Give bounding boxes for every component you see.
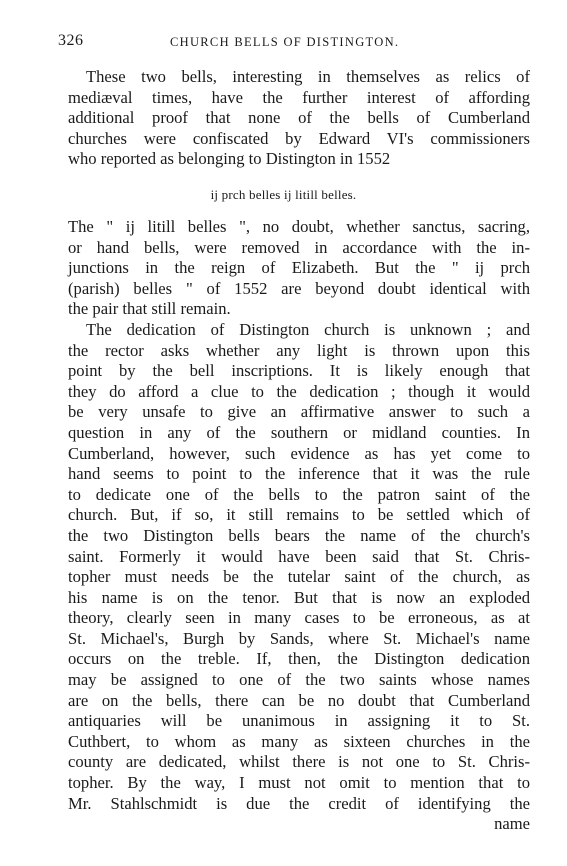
text-line: The " ij litill belles ", no doubt, whether sanctus, sacring, (68, 217, 530, 236)
text-line: hand seems to point to the inference that it was the rule (68, 464, 530, 484)
text-line: the two Distington bells bears the name of the church's (68, 525, 530, 545)
text-line: his name is on the tenor. But that is now an exploded (68, 587, 530, 607)
catchword: name (494, 814, 530, 834)
text-line: county are dedicated, whilst there is not one to St. Chris- (68, 752, 530, 772)
text-line: occurs on the treble. If, then, the Distington dedication (68, 649, 530, 669)
running-head: CHURCH BELLS OF DISTINGTON. (170, 35, 400, 49)
text-line: topher must needs be the tutelar saint of the church, as (68, 567, 530, 587)
text-line: saint. Formerly it would have been said that St. Chris- (68, 546, 530, 566)
text-line: or hand bells, were removed in accordance with the in- (68, 237, 530, 257)
text-line: the pair that still remain. (68, 299, 231, 319)
text-line: The dedication of Distington church is unknown ; and (86, 319, 530, 339)
text-line: These two bells, interesting in themselves as relics of (86, 67, 530, 86)
text-line: question in any of the southern or midland counties. In (68, 422, 530, 442)
text-line: the rector asks whether any light is thrown upon this (68, 340, 530, 360)
quotation: ij prch belles ij litill belles. (210, 187, 357, 202)
text-line: topher. By the way, I must not omit to mention that to (68, 773, 530, 793)
text-line: mediæval times, have the further interest of affording (68, 87, 530, 107)
text-line: antiquaries will be unanimous in assigning it to St. (68, 711, 530, 731)
text-line: Cumberland, however, such evidence as has yet come to (68, 443, 530, 463)
text-line: are on the bells, there can be no doubt that Cumberland (68, 690, 530, 710)
text-line: they do afford a clue to the dedication ; though it would (68, 381, 530, 401)
text-line: church. But, if so, it still remains to be settled which of (68, 505, 530, 525)
text-line: additional proof that none of the bells of Cumberland (68, 108, 530, 128)
text-line: St. Michael's, Burgh by Sands, where St. Michael's name (68, 628, 530, 648)
text-line: be very unsafe to give an affirmative answer to such a (68, 402, 530, 422)
page-header (58, 32, 536, 52)
text-line: Mr. Stahlschmidt is due the credit of identifying the (68, 793, 530, 813)
text-line: to dedicate one of the bells to the patron saint of the (68, 484, 530, 504)
text-line: may be assigned to one of the two saints whose names (68, 670, 530, 690)
paragraph-2 (68, 217, 530, 320)
text-line: Cuthbert, to whom as many as sixteen churches in the (68, 731, 530, 751)
text-line: who reported as belonging to Distington in 1552 (68, 149, 391, 169)
text-line: churches were confiscated by Edward VI's commissioners (68, 128, 530, 148)
page-number: 326 (58, 32, 84, 49)
paragraph-3 (68, 320, 530, 814)
text-line: point by the bell inscriptions. It is likely enough that (68, 361, 530, 381)
text-line: (parish) belles " of 1552 are beyond doubt identical with (68, 278, 530, 298)
text-line: junctions in the reign of Elizabeth. But the " ij prch (68, 258, 530, 278)
body-continued (68, 217, 530, 835)
text-line: theory, clearly seen in many cases to be erroneous, as at (68, 608, 530, 628)
paragraph-1 (68, 67, 530, 170)
